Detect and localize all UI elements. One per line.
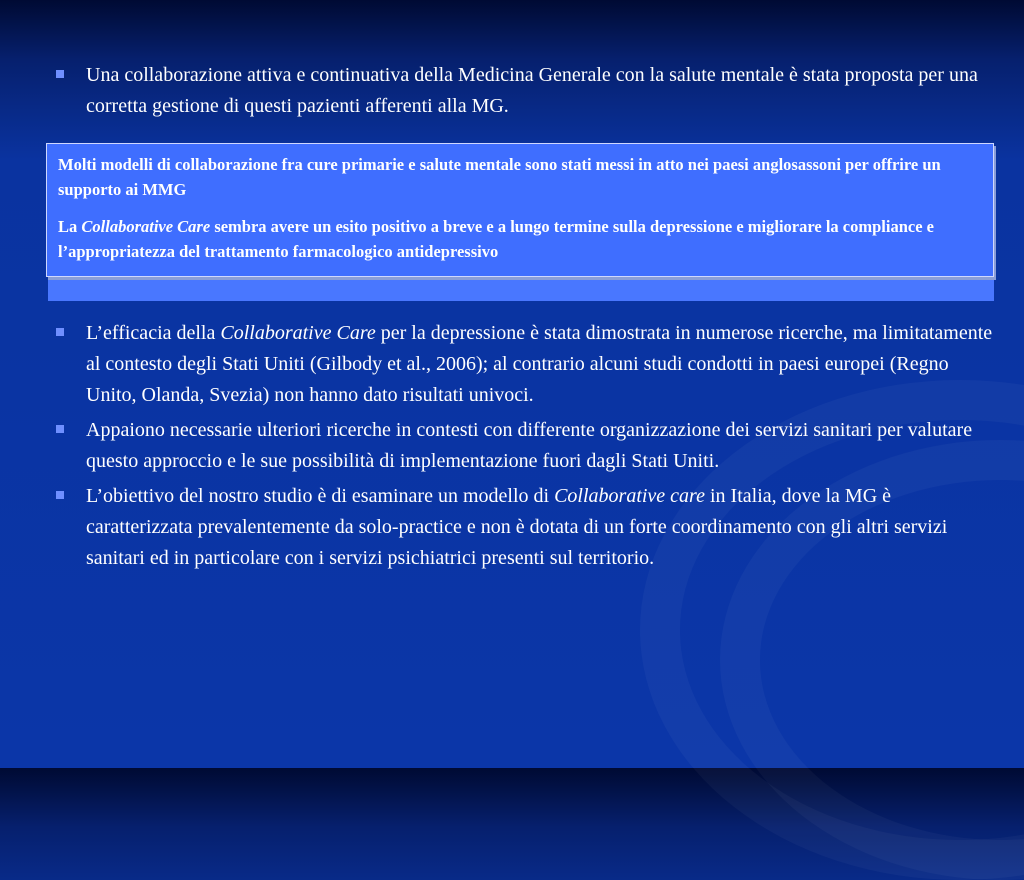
bottom-bullet-list	[56, 318, 996, 578]
bullet-emphasis: Collaborative care	[554, 485, 705, 507]
square-bullet-icon	[56, 70, 64, 78]
square-bullet-icon	[56, 491, 64, 499]
callout-paragraph	[58, 214, 983, 264]
bullet-text: Una collaborazione attiva e continuativa della Medicina Generale con la salute mentale è stata proposta per una corretta gestione di questi pazienti afferenti alla MG.	[86, 64, 978, 117]
callout-box	[46, 143, 994, 301]
callout-paragraph: Molti modelli di collaborazione fra cure primarie e salute mentale sono stati messi in atto nei paesi anglosassoni per offrire un supporto ai MMG	[58, 155, 941, 199]
callout-text: La	[58, 217, 82, 236]
bullet-text: per la depressione è stata dimostrata in numerose ricerche, ma limitatamente al contesto degli Stati Uniti (Gilbody et al., 2006); al contrario alcuni studi condotti in paesi europei (Regno Unito, Olanda, Svezia) non hanno dato risultati univoci.	[86, 322, 993, 406]
list-item	[56, 481, 996, 574]
bullet-text: L’efficacia della	[86, 322, 221, 344]
callout-text: sembra avere un esito positivo a breve e a lungo termine sulla depressione e migliorare la compliance e l’appropriatezza del trattamento farmacologico antidepressivo	[58, 217, 934, 261]
square-bullet-icon	[56, 328, 64, 336]
top-bullet-list	[56, 60, 996, 126]
list-item	[56, 415, 996, 477]
callout-emphasis: Collaborative Care	[81, 217, 211, 236]
bullet-text: in Italia, dove la MG è caratterizzata prevalentemente da solo-practice e non è dotata di un forte coordinamento con gli altri servizi sanitari ed in particolare con i servizi psichiatrici presenti sul territorio.	[86, 485, 948, 569]
bullet-emphasis: Collaborative Care	[220, 322, 376, 344]
list-item	[56, 60, 996, 122]
list-item	[56, 318, 996, 411]
square-bullet-icon	[56, 425, 64, 433]
bullet-text: Appaiono necessarie ulteriori ricerche in contesti con differente organizzazione dei servizi sanitari per valutare questo approccio e le sue possibilità di implementazione fuori dagli Stati Uniti.	[86, 419, 973, 472]
bullet-text: L’obiettivo del nostro studio è di esaminare un modello di	[86, 485, 555, 507]
